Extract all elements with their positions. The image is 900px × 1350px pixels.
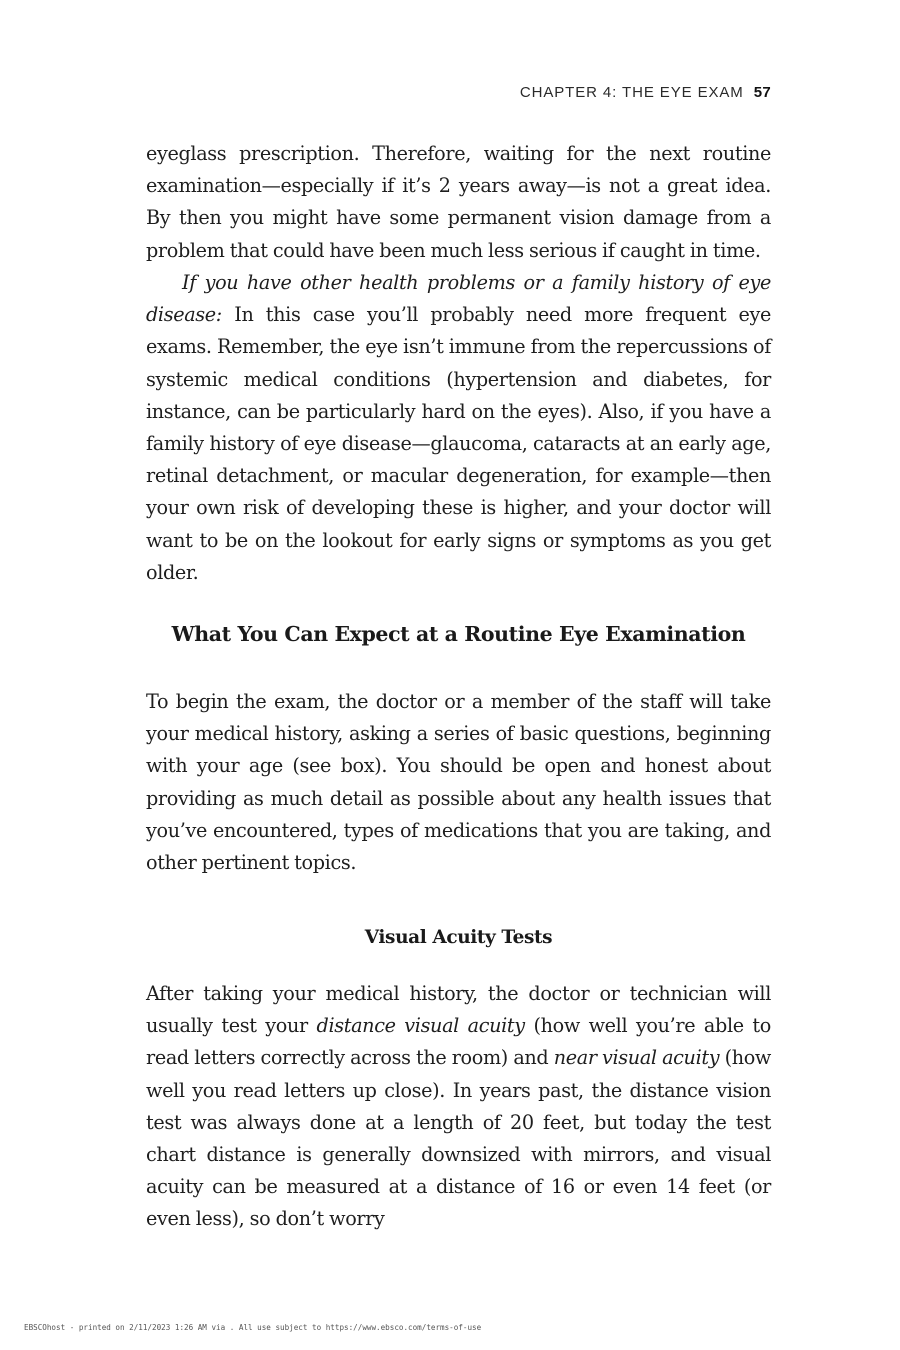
term-near-visual-acuity: near visual acuity (553, 1046, 720, 1070)
section-heading: What You Can Expect at a Routine Eye Examination (171, 622, 746, 646)
term-distance-visual-acuity: distance visual acuity (316, 1014, 525, 1038)
page-number: 57 (753, 84, 771, 101)
paragraph-health-problems-body: In this case you’ll probably need more frequent eye exams. Remember, the eye isn’t immune from the repercussions of systemic medical conditions (hypertension and diabetes, for instance, can be particularly hard on the eyes). Also, if you have a family history of eye disease—glaucoma, cataracts at an early age, retinal detachment, or macular degeneration, for example—then your own risk of developing these is higher, and your doctor will want to be on the lookout for early signs or symptoms as you get older. (146, 303, 771, 584)
print-footer: EBSCOhost - printed on 2/11/2023 1:26 AM via . All use subject to https://www.ebsco.com/terms-of-use (24, 1323, 482, 1332)
paragraph-continuation: eyeglass prescription. Therefore, waiting for the next routine examination—especially if it’s 2 years away—is not a great idea. By then you might have some permanent vision damage from a problem that could have been much less serious if caught in time. (146, 142, 771, 262)
paragraph-visual-acuity (146, 978, 771, 1236)
paragraph-exam-intro: To begin the exam, the doctor or a member of the staff will take your medical history, asking a series of basic questions, beginning with your age (see box). You should be open and honest about providing as much detail as possible about any health issues that you’ve encountered, types of medications that you are taking, and other pertinent topics. (146, 690, 771, 875)
paragraph-visual-acuity-part-1: After taking your medical history, the doctor or technician will usually test your (146, 982, 771, 1038)
subsection-heading: Visual Acuity Tests (364, 927, 553, 948)
running-head (520, 84, 771, 101)
chapter-title: CHAPTER 4: THE EYE EXAM (519, 84, 744, 101)
paragraph-lead-in: If you have other health problems or a family history of eye disease: (146, 271, 771, 327)
paragraph-visual-acuity-part-3: (how well you read letters up close). In years past, the distance vision test was always done at a length of 20 feet, but today the test chart distance is generally downsized with mirrors, and visual acuity can be measured at a distance of 16 or even 14 feet (or even less), so don’t worry (146, 1046, 771, 1231)
paragraph-visual-acuity-part-2: (how well you’re able to read letters correctly across the room) and (146, 1014, 771, 1070)
paragraph-health-problems (146, 267, 771, 589)
